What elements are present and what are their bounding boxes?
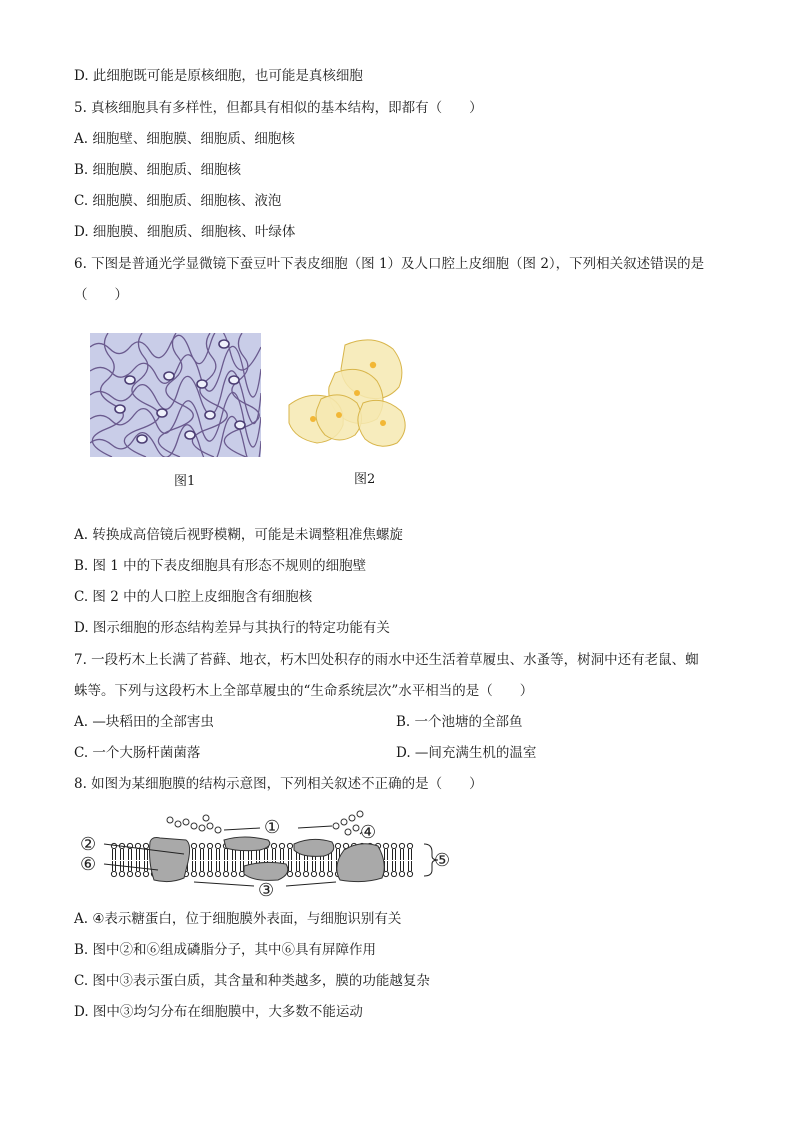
phospholipid-head: [135, 871, 140, 876]
phospholipid-head: [207, 843, 212, 848]
phospholipid-head: [327, 871, 332, 876]
option-7d: D. —间充满生机的温室: [396, 745, 537, 761]
phospholipid-head: [335, 843, 340, 848]
membrane-label-5: ⑤: [434, 850, 451, 871]
option-5b: B. 细胞膜、细胞质、细胞核: [74, 162, 242, 178]
phospholipid-head: [407, 843, 412, 848]
phospholipid-head: [223, 871, 228, 876]
phospholipid-head: [143, 871, 148, 876]
membrane-label-2: ②: [80, 834, 97, 855]
phospholipid-tail: [113, 849, 116, 860]
phospholipid-tail: [129, 861, 132, 871]
phospholipid-tail: [193, 861, 196, 871]
phospholipid-head: [191, 871, 196, 876]
phospholipid-tail: [289, 849, 292, 860]
option-8c: C. 图中③表示蛋白质，其含量和种类越多，膜的功能越复杂: [74, 973, 430, 989]
phospholipid-tail: [265, 849, 268, 860]
phospholipid-tail: [201, 849, 204, 860]
question-7: 7. 一段朽木上长满了苔藓、地衣，朽木凹处积存的雨水中还生活着草履虫、水蚤等，树洞中还有老鼠、蜘: [74, 652, 699, 668]
phospholipid-tail: [137, 861, 140, 871]
phospholipid-tail: [209, 861, 212, 871]
phospholipid-tail: [225, 849, 228, 860]
option-5a: A. 细胞壁、细胞膜、细胞质、细胞核: [74, 131, 295, 147]
phospholipid-head: [271, 843, 276, 848]
membrane-label-3: ③: [258, 880, 275, 901]
option-5d: D. 细胞膜、细胞质、细胞核、叶绿体: [74, 224, 296, 240]
line-d4: D. 此细胞既可能是原核细胞，也可能是真核细胞: [74, 68, 363, 84]
phospholipid-tail: [233, 849, 236, 860]
phospholipid-head: [383, 843, 388, 848]
phospholipid-head: [391, 871, 396, 876]
membrane-label-4: ④: [360, 822, 377, 843]
figure-1-caption: 图1: [174, 474, 196, 489]
question-8: 8. 如图为某细胞膜的结构示意图，下列相关叙述不正确的是（ ）: [74, 776, 483, 792]
phospholipid-head: [191, 843, 196, 848]
option-7b: B. 一个池塘的全部鱼: [396, 714, 523, 730]
phospholipid-head: [303, 871, 308, 876]
option-8a: A. ④表示糖蛋白，位于细胞膜外表面，与细胞识别有关: [74, 911, 402, 927]
option-6b: B. 图 1 中的下表皮细胞具有形态不规则的细胞壁: [74, 558, 367, 574]
option-8b: B. 图中②和⑥组成磷脂分子，其中⑥具有屏障作用: [74, 942, 377, 958]
phospholipid-tail: [273, 849, 276, 860]
phospholipid-head: [407, 871, 412, 876]
phospholipid-tail: [145, 861, 148, 871]
option-7c: C. 一个大肠杆菌菌落: [74, 745, 201, 761]
phospholipid-tail: [385, 849, 388, 860]
phospholipid-head: [127, 871, 132, 876]
phospholipid-tail: [393, 849, 396, 860]
phospholipid-head: [287, 843, 292, 848]
phospholipid-tail: [321, 861, 324, 871]
phospholipid-head: [215, 871, 220, 876]
figure-2-caption: 图2: [354, 472, 376, 487]
membrane-diagram: [74, 810, 464, 902]
option-7a: A. —块稻田的全部害虫: [74, 714, 214, 730]
phospholipid-tail: [297, 861, 300, 871]
phospholipid-head: [399, 871, 404, 876]
phospholipid-tail: [305, 861, 308, 871]
phospholipid-tail: [313, 861, 316, 871]
phospholipid-head: [199, 871, 204, 876]
phospholipid-head: [215, 843, 220, 848]
phospholipid-head: [143, 843, 148, 848]
phospholipid-head: [207, 871, 212, 876]
phospholipid-tail: [329, 861, 332, 871]
phospholipid-tail: [225, 861, 228, 871]
phospholipid-tail: [121, 849, 124, 860]
phospholipid-head: [399, 843, 404, 848]
question-7-cont: 蛛等。下列与这段朽木上全部草履虫的“生命系统层次”水平相当的是（ ）: [74, 683, 534, 699]
phospholipid-tail: [409, 849, 412, 860]
phospholipid-head: [391, 843, 396, 848]
option-6d: D. 图示细胞的形态结构差异与其执行的特定功能有关: [74, 620, 390, 636]
phospholipid-head: [295, 871, 300, 876]
phospholipid-head: [119, 871, 124, 876]
phospholipid-tail: [209, 849, 212, 860]
phospholipid-head: [319, 871, 324, 876]
membrane-label-6: ⑥: [80, 854, 97, 875]
phospholipid-head: [231, 871, 236, 876]
phospholipid-tail: [289, 861, 292, 871]
phospholipid-head: [111, 843, 116, 848]
phospholipid-tail: [409, 861, 412, 871]
phospholipid-tail: [113, 861, 116, 871]
question-6: 6. 下图是普通光学显微镜下蚕豆叶下表皮细胞（图 1）及人口腔上皮细胞（图 2），下列相关叙述错误的是: [74, 256, 705, 272]
option-6a: A. 转换成高倍镜后视野模糊，可能是未调整粗准焦螺旋: [74, 527, 403, 543]
phospholipid-head: [311, 871, 316, 876]
phospholipid-tail: [193, 849, 196, 860]
phospholipid-tail: [385, 861, 388, 871]
figure-1-leaf-epidermis: [90, 333, 261, 457]
phospholipid-tail: [201, 861, 204, 871]
option-5c: C. 细胞膜、细胞质、细胞核、液泡: [74, 193, 282, 209]
phospholipid-head: [199, 843, 204, 848]
phospholipid-tail: [129, 849, 132, 860]
phospholipid-head: [111, 871, 116, 876]
phospholipid-tail: [145, 849, 148, 860]
phospholipid-tail: [241, 861, 244, 871]
phospholipid-head: [279, 843, 284, 848]
phospholipid-tail: [137, 849, 140, 860]
phospholipid-tail: [217, 849, 220, 860]
membrane-label-1: ①: [264, 817, 281, 838]
phospholipid-tail: [401, 849, 404, 860]
figure-2-cheek-cells: [285, 333, 415, 453]
phospholipid-tail: [217, 861, 220, 871]
option-8d: D. 图中③均匀分布在细胞膜中，大多数不能运动: [74, 1004, 363, 1020]
question-6-cont: （ ）: [74, 287, 128, 303]
phospholipid-head: [287, 871, 292, 876]
phospholipid-tail: [401, 861, 404, 871]
phospholipid-tail: [281, 849, 284, 860]
phospholipid-tail: [393, 861, 396, 871]
question-5: 5. 真核细胞具有多样性，但都具有相似的基本结构，即都有（ ）: [74, 100, 483, 116]
phospholipid-tail: [233, 861, 236, 871]
option-6c: C. 图 2 中的人口腔上皮细胞含有细胞核: [74, 589, 313, 605]
